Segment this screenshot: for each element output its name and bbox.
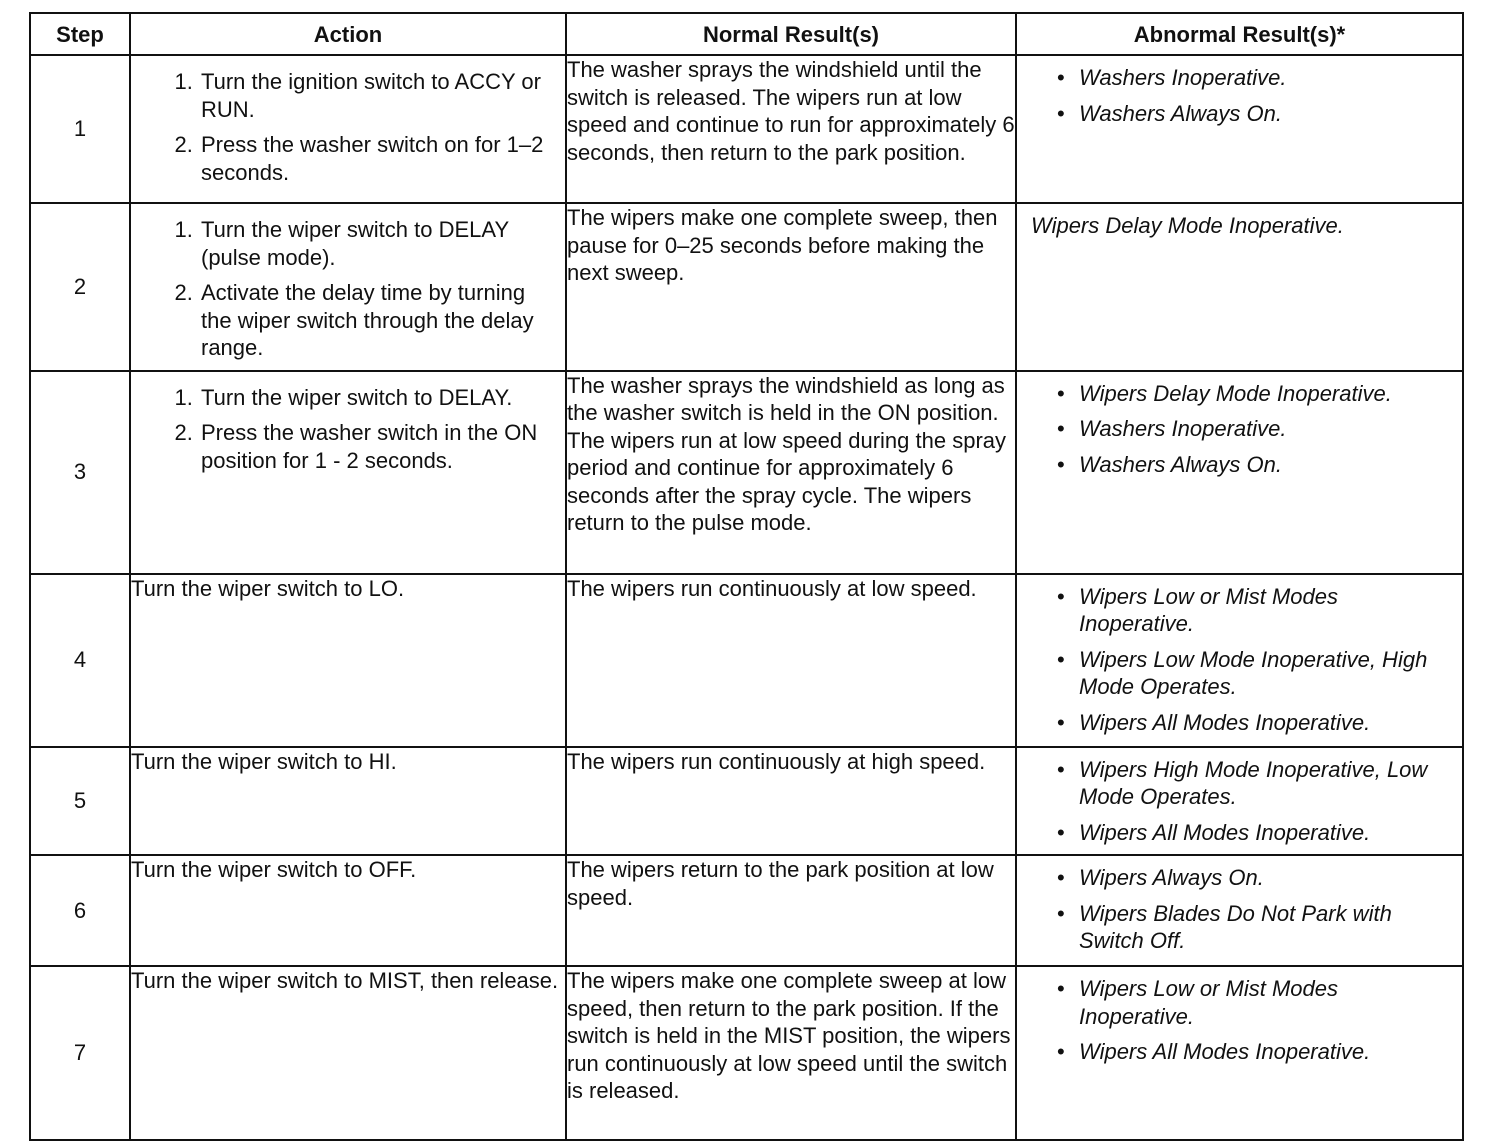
table-row [30,747,1463,856]
action-step: 2. Press the washer switch on for 1–2 seconds. [199,131,557,186]
normal-result-header: Normal Result(s) [566,13,1016,55]
normal-result-cell: The washer sprays the windshield until the switch is released. The wipers run at low speed and continue to run for approximately 6 seconds, then return to the park position. [566,55,1016,203]
action-cell: Turn the wiper switch to OFF. [130,855,566,966]
action-cell: Turn the wiper switch to LO. [130,574,566,747]
table-row [30,371,1463,574]
action-step: 1. Turn the wiper switch to DELAY. [199,384,557,412]
abnormal-result-cell [1016,747,1463,856]
normal-result-cell: The wipers return to the park position at low speed. [566,855,1016,966]
normal-result-cell: The wipers make one complete sweep, then pause for 0–25 seconds before making the next sweep. [566,203,1016,371]
step-number: 6 [30,855,130,966]
action-cell: Turn the wiper switch to HI. [130,747,566,856]
diagnostic-table [29,12,1464,1141]
step-number: 5 [30,747,130,856]
abnormal-result: • Wipers All Modes Inoperative. [1079,1038,1456,1066]
table-row [30,855,1463,966]
action-header: Action [130,13,566,55]
action-cell [130,371,566,574]
abnormal-result: Wipers Delay Mode Inoperative. [1031,213,1344,238]
abnormal-result: • Wipers Low Mode Inoperative, High Mode Operates. [1079,646,1456,701]
abnormal-result: • Wipers Low or Mist Modes Inoperative. [1079,975,1456,1030]
action-step: 1. Turn the ignition switch to ACCY or RUN. [199,68,557,123]
abnormal-result: • Washers Always On. [1079,451,1456,479]
abnormal-result: • Washers Always On. [1079,100,1456,128]
action-steps-list [131,372,565,475]
abnormal-result-cell [1016,55,1463,203]
step-number: 4 [30,574,130,747]
abnormal-results-list [1017,856,1462,955]
normal-result-cell: The wipers run continuously at high speed. [566,747,1016,856]
abnormal-result: • Washers Inoperative. [1079,64,1456,92]
action-cell [130,55,566,203]
abnormal-result: • Wipers Low or Mist Modes Inoperative. [1079,583,1456,638]
step-number: 2 [30,203,130,371]
abnormal-result-cell [1016,203,1463,371]
abnormal-result: • Wipers Always On. [1079,864,1456,892]
abnormal-results-list [1017,967,1462,1066]
table-row [30,203,1463,371]
table-row [30,574,1463,747]
step-number: 1 [30,55,130,203]
action-step: 1. Turn the wiper switch to DELAY (pulse mode). [199,216,557,271]
abnormal-results-list [1017,56,1462,127]
abnormal-result-cell [1016,574,1463,747]
step-number: 7 [30,966,130,1140]
abnormal-result: • Washers Inoperative. [1079,415,1456,443]
normal-result-cell: The wipers run continuously at low speed. [566,574,1016,747]
normal-result-cell: The wipers make one complete sweep at low speed, then return to the park position. If the switch is held in the MIST position, the wipers run continuously at low speed until the switch is released. [566,966,1016,1140]
abnormal-result: • Wipers All Modes Inoperative. [1079,709,1456,737]
step-header: Step [30,13,130,55]
abnormal-result-cell [1016,966,1463,1140]
abnormal-results-list [1017,748,1462,847]
normal-result-cell: The washer sprays the windshield as long as the washer switch is held in the ON position. The wipers run at low speed during the spray period and continue for approximately 6 seconds after the spray cycle. The wipers return to the pulse mode. [566,371,1016,574]
action-cell: Turn the wiper switch to MIST, then release. [130,966,566,1140]
step-number: 3 [30,371,130,574]
abnormal-result: • Wipers Delay Mode Inoperative. [1079,380,1456,408]
abnormal-results-list [1017,575,1462,737]
action-steps-list [131,204,565,362]
abnormal-result: • Wipers High Mode Inoperative, Low Mode Operates. [1079,756,1456,811]
header-row [30,13,1463,55]
abnormal-result-cell [1016,855,1463,966]
table-row [30,55,1463,203]
abnormal-results-list [1017,372,1462,479]
abnormal-result: • Wipers Blades Do Not Park with Switch Off. [1079,900,1456,955]
action-cell [130,203,566,371]
action-step: 2. Press the washer switch in the ON position for 1 - 2 seconds. [199,419,557,474]
abnormal-result: • Wipers All Modes Inoperative. [1079,819,1456,847]
action-steps-list [131,56,565,186]
abnormal-result-cell [1016,371,1463,574]
table-row [30,966,1463,1140]
abnormal-result-header: Abnormal Result(s)* [1016,13,1463,55]
action-step: 2. Activate the delay time by turning the wiper switch through the delay range. [199,279,557,362]
